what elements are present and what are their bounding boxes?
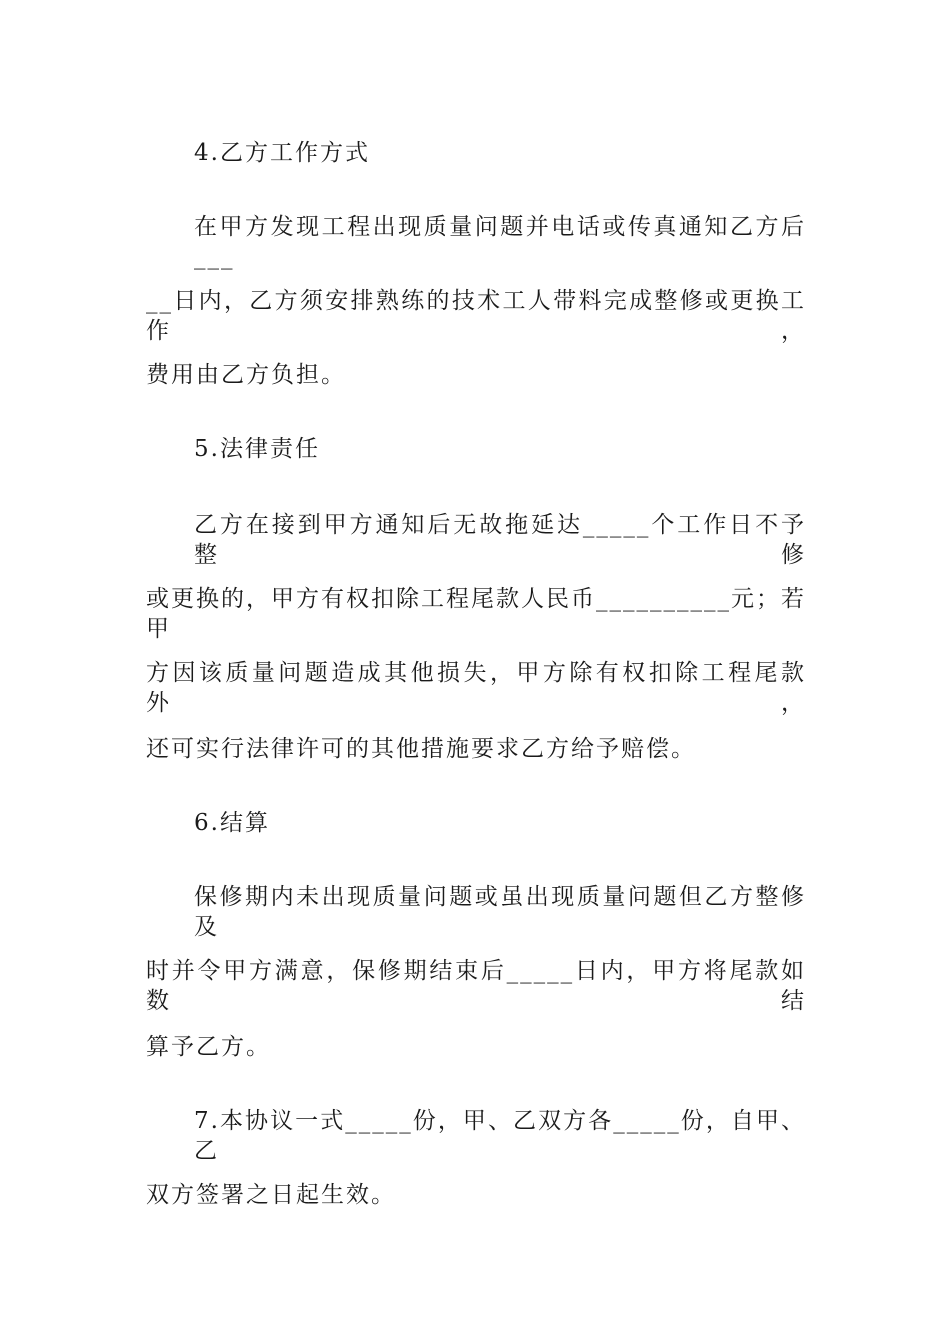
paragraph-line: 在甲方发现工程出现质量问题并电话或传真通知乙方后___ [194, 214, 806, 270]
paragraph-line: 方因该质量问题造成其他损失，甲方除有权扣除工程尾款外， [146, 660, 806, 716]
paragraph-line: __日内，乙方须安排熟练的技术工人带料完成整修或更换工作， [146, 288, 806, 344]
paragraph-line: 保修期内未出现质量问题或虽出现质量问题但乙方整修及 [194, 884, 806, 940]
paragraph-line: 乙方在接到甲方通知后无故拖延达_____个工作日不予整修 [194, 512, 806, 568]
paragraph-line: 双方签署之日起生效。 [146, 1182, 396, 1208]
paragraph-line: 还可实行法律许可的其他措施要求乙方给予赔偿。 [146, 736, 696, 762]
paragraph-line: 时并令甲方满意，保修期结束后_____日内，甲方将尾款如数结 [146, 958, 806, 1014]
paragraph-line: 或更换的，甲方有权扣除工程尾款人民币__________元；若甲 [146, 586, 806, 642]
paragraph-line: 费用由乙方负担。 [146, 362, 346, 388]
section-heading-6: 6.结算 [194, 810, 270, 836]
section-heading-4: 4.乙方工作方式 [194, 140, 370, 166]
section-heading-5: 5.法律责任 [194, 436, 320, 462]
section-heading-7: 7.本协议一式_____份，甲、乙双方各_____份，自甲、乙 [194, 1108, 806, 1164]
paragraph-line: 算予乙方。 [146, 1034, 271, 1060]
